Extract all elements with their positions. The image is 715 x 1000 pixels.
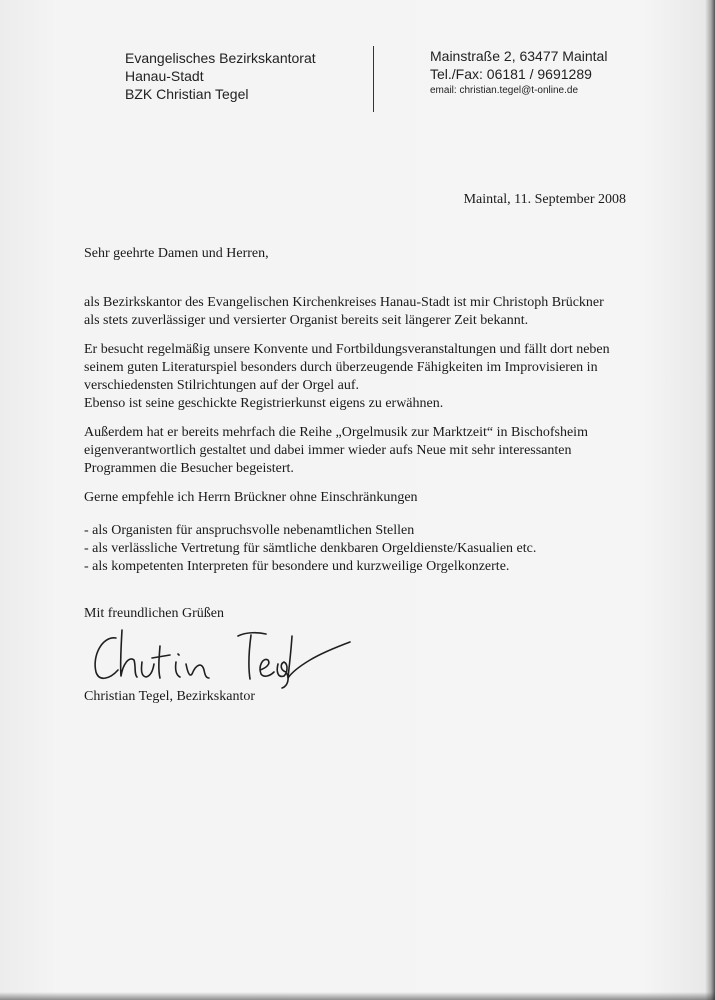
sender-line-2: Hanau-Stadt	[125, 68, 204, 84]
scan-shadow-bottom	[0, 992, 715, 1000]
letter-date: Maintal, 11. September 2008	[463, 192, 626, 207]
list-item: - als verlässliche Vertretung für sämtliche denkbaren Orgeldienste/Kasualien etc.	[84, 541, 537, 556]
paragraph-line: eigenverantwortlich gestaltet und dabei immer wieder aufs Neue mit sehr interessanten	[84, 443, 572, 458]
paragraph-line: seinem guten Literaturspiel besonders durch überzeugende Fähigkeiten im Improvisieren in	[84, 360, 598, 375]
closing: Mit freundlichen Grüßen	[84, 606, 224, 621]
letterhead-divider	[373, 46, 374, 112]
paragraph-line: verschiedensten Stilrichtungen auf der Orgel auf.	[84, 378, 359, 393]
recommendation-list	[84, 522, 644, 576]
signer-name: Christian Tegel, Bezirkskantor	[84, 689, 256, 704]
letterhead-contact	[430, 47, 607, 99]
address: Mainstraße 2, 63477 Maintal	[430, 48, 608, 64]
paragraph-2	[84, 341, 644, 413]
list-item: - als Organisten für anspruchsvolle nebenamtlichen Stellen	[84, 523, 415, 538]
paragraph-3	[84, 424, 644, 478]
paragraph-line: als stets zuverlässiger und versierter Organist bereits seit längerer Zeit bekannt.	[84, 313, 529, 328]
paragraph-line: Programmen die Besucher begeistert.	[84, 461, 294, 476]
sender-line-1: Evangelisches Bezirkskantorat	[125, 50, 316, 66]
handwritten-signature	[88, 622, 363, 690]
sender-line-3: BZK Christian Tegel	[125, 86, 249, 102]
scan-shadow-right	[705, 0, 715, 1000]
email-address: email: christian.tegel@t-online.de	[430, 85, 579, 96]
letterhead-sender	[125, 49, 316, 103]
list-item: - als kompetenten Interpreten für besondere und kurzweilige Orgelkonzerte.	[84, 559, 510, 574]
salutation: Sehr geehrte Damen und Herren,	[84, 246, 269, 261]
paragraph-1	[84, 294, 644, 330]
paragraph-line: Ebenso ist seine geschickte Registrierkunst eigens zu erwähnen.	[84, 396, 444, 411]
paragraph-line: als Bezirkskantor des Evangelischen Kirchenkreises Hanau-Stadt ist mir Christoph Brückner	[84, 295, 604, 310]
recommendation-line: Gerne empfehle ich Herrn Brückner ohne Einschränkungen	[84, 490, 418, 505]
paragraph-line: Außerdem hat er bereits mehrfach die Reihe „Orgelmusik zur Marktzeit“ in Bischofsheim	[84, 425, 588, 440]
paragraph-line: Er besucht regelmäßig unsere Konvente und Fortbildungsveranstaltungen und fällt dort neben	[84, 342, 610, 357]
phone-fax: Tel./Fax: 06181 / 9691289	[430, 66, 592, 82]
